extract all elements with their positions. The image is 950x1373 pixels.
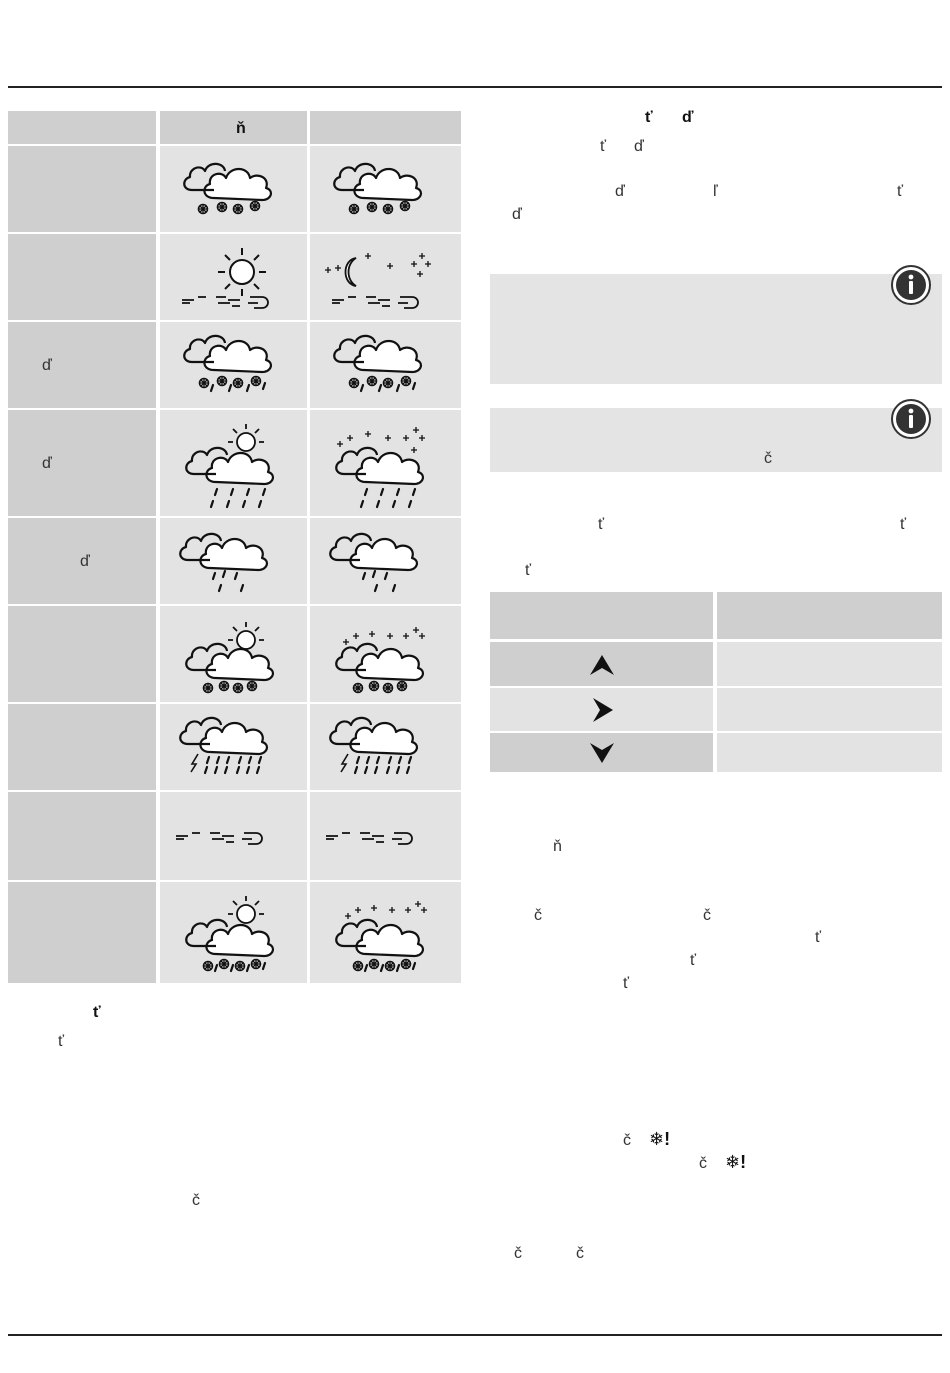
left-text-glyph: ť bbox=[58, 1033, 64, 1050]
info-text-glyph: č bbox=[764, 450, 772, 467]
info-icon bbox=[890, 398, 932, 440]
info-box bbox=[490, 408, 942, 472]
text-glyph: ť bbox=[623, 975, 629, 992]
text-glyph: č bbox=[534, 907, 542, 924]
right-text-glyph: ď bbox=[512, 206, 522, 223]
trend-row-steady-value bbox=[717, 688, 942, 731]
trend-row-up bbox=[490, 642, 713, 686]
trend-text-glyph: ť bbox=[525, 562, 531, 579]
text-glyph: č bbox=[576, 1245, 584, 1262]
left-text-glyph: č bbox=[192, 1192, 200, 1209]
row-label bbox=[8, 792, 156, 880]
right-heading-glyph: ď bbox=[682, 109, 694, 126]
row-label bbox=[8, 234, 156, 320]
top-rule bbox=[8, 86, 942, 88]
trend-row-up-value bbox=[717, 642, 942, 686]
snow-icon bbox=[310, 146, 461, 232]
cloud-light-rain-icon bbox=[160, 518, 307, 604]
sun-cloud-rain-icon bbox=[160, 410, 307, 516]
text-glyph: ň bbox=[553, 838, 562, 855]
text-glyph: č bbox=[703, 907, 711, 924]
trend-text-glyph: ť bbox=[900, 516, 906, 533]
text-glyph: č bbox=[514, 1245, 522, 1262]
info-icon bbox=[890, 264, 932, 306]
sun-fog-icon bbox=[160, 234, 307, 320]
right-text-glyph: ď bbox=[634, 138, 644, 155]
row-label bbox=[8, 146, 156, 232]
fog-icon bbox=[160, 792, 307, 880]
text-glyph: č bbox=[623, 1132, 631, 1149]
header-day-text: ň bbox=[236, 120, 246, 137]
sleet-icon bbox=[310, 322, 461, 408]
arrow-down-icon bbox=[588, 739, 616, 767]
sleet-icon bbox=[160, 322, 307, 408]
text-glyph: ť bbox=[815, 929, 821, 946]
trend-row-down-value bbox=[717, 733, 942, 772]
weather-symbols-table bbox=[8, 111, 461, 983]
right-text-glyph: ť bbox=[897, 183, 903, 200]
row-label: ď bbox=[8, 518, 156, 604]
arrow-up-icon bbox=[588, 651, 616, 679]
sun-cloud-sleet-icon bbox=[160, 882, 307, 983]
row-label: ď bbox=[8, 410, 156, 516]
trend-text-glyph: ť bbox=[598, 516, 604, 533]
text-glyph: č bbox=[699, 1155, 707, 1172]
moon-fog-icon bbox=[310, 234, 461, 320]
right-text-glyph: ľ bbox=[713, 183, 718, 200]
trend-header-right bbox=[717, 592, 942, 639]
trend-row-steady bbox=[490, 688, 713, 731]
table-header-label bbox=[8, 111, 156, 144]
bottom-rule bbox=[8, 1334, 942, 1336]
stars-cloud-snow-icon bbox=[310, 606, 461, 702]
row-label bbox=[8, 606, 156, 702]
right-heading-glyph: ť bbox=[645, 109, 653, 126]
left-heading-glyph: ť bbox=[93, 1004, 101, 1021]
info-box bbox=[490, 274, 942, 384]
thunderstorm-icon bbox=[160, 704, 307, 790]
table-header-day bbox=[160, 111, 307, 144]
trend-table bbox=[490, 592, 942, 772]
sun-cloud-snow-icon bbox=[160, 606, 307, 702]
row-label: ď bbox=[8, 322, 156, 408]
table-header-night bbox=[310, 111, 461, 144]
stars-cloud-sleet-icon bbox=[310, 882, 461, 983]
snow-icon bbox=[160, 146, 307, 232]
row-label bbox=[8, 704, 156, 790]
frost-warning-symbol: ❄! bbox=[649, 1129, 671, 1149]
thunderstorm-icon bbox=[310, 704, 461, 790]
right-text-glyph: ď bbox=[615, 183, 625, 200]
text-glyph: ť bbox=[690, 952, 696, 969]
stars-cloud-rain-icon bbox=[310, 410, 461, 516]
fog-icon bbox=[310, 792, 461, 880]
row-label bbox=[8, 882, 156, 983]
trend-row-down bbox=[490, 733, 713, 772]
arrow-right-icon bbox=[589, 696, 617, 724]
frost-warning-symbol: ❄! bbox=[725, 1152, 747, 1172]
trend-header-left bbox=[490, 592, 713, 639]
right-text-glyph: ť bbox=[600, 138, 606, 155]
cloud-light-rain-icon bbox=[310, 518, 461, 604]
